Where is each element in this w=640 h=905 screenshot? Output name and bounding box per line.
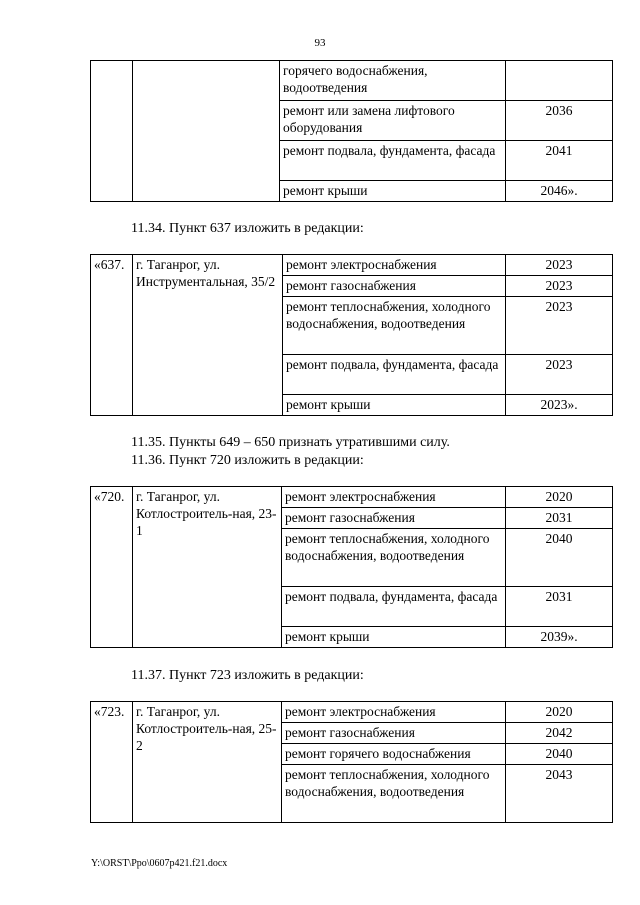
year-cell: 2023: [506, 297, 613, 355]
year-cell: 2041: [506, 141, 613, 181]
work-cell: ремонт или замена лифтового оборудования: [280, 101, 506, 141]
work-cell: ремонт газоснабжения: [283, 276, 506, 297]
table-637: [90, 254, 613, 416]
work-cell: ремонт крыши: [283, 395, 506, 416]
year-cell: 2023: [506, 355, 613, 395]
work-cell: ремонт крыши: [280, 181, 506, 202]
year-cell: 2042: [506, 723, 613, 744]
year-cell: 2031: [506, 508, 613, 529]
year-cell: 2039».: [506, 627, 613, 648]
page-number: 93: [314, 37, 326, 49]
year-cell: 2036: [506, 101, 613, 141]
work-cell: ремонт теплоснабжения, холодного водоснабжения, водоотведения: [283, 297, 506, 355]
address-cell: г. Таганрог, ул. Инструментальная, 35/2: [133, 255, 283, 416]
work-cell: ремонт электроснабжения: [282, 702, 506, 723]
year-cell: [506, 61, 613, 101]
address-cell: г. Таганрог, ул. Котлостроитель-ная, 23-1: [133, 487, 282, 648]
table-row: [91, 487, 613, 508]
address-cell: [133, 61, 280, 202]
work-cell: ремонт крыши: [282, 627, 506, 648]
work-cell: горячего водоснабжения, водоотведения: [280, 61, 506, 101]
number-cell: «723.: [91, 702, 133, 823]
paragraph-11-36: 11.36. Пункт 720 изложить в редакции:: [131, 453, 364, 468]
table-row: [91, 255, 613, 276]
number-cell: «637.: [91, 255, 133, 416]
year-cell: 2040: [506, 529, 613, 587]
address-cell: г. Таганрог, ул. Котлостроитель-ная, 25-2: [133, 702, 282, 823]
year-cell: 2023: [506, 255, 613, 276]
work-cell: ремонт газоснабжения: [282, 723, 506, 744]
number-cell: [91, 61, 133, 202]
table-723: [90, 701, 613, 823]
number-cell: «720.: [91, 487, 133, 648]
paragraph-11-35: 11.35. Пункты 649 – 650 признать утратившими силу.: [131, 435, 450, 450]
year-cell: 2023».: [506, 395, 613, 416]
work-cell: ремонт электроснабжения: [282, 487, 506, 508]
work-cell: ремонт подвала, фундамента, фасада: [282, 587, 506, 627]
paragraph-11-34: 11.34. Пункт 637 изложить в редакции:: [131, 221, 364, 236]
year-cell: 2023: [506, 276, 613, 297]
year-cell: 2020: [506, 487, 613, 508]
footer-file-path: Y:\ORST\Ppo\0607p421.f21.docx: [91, 858, 228, 869]
table-row: [91, 61, 613, 101]
table-continuation: [90, 60, 613, 202]
table-row: [91, 702, 613, 723]
paragraph-11-37: 11.37. Пункт 723 изложить в редакции:: [131, 668, 364, 683]
work-cell: ремонт теплоснабжения, холодного водоснабжения, водоотведения: [282, 529, 506, 587]
work-cell: ремонт теплоснабжения, холодного водоснабжения, водоотведения: [282, 765, 506, 823]
work-cell: ремонт горячего водоснабжения: [282, 744, 506, 765]
work-cell: ремонт подвала, фундамента, фасада: [283, 355, 506, 395]
year-cell: 2046».: [506, 181, 613, 202]
year-cell: 2043: [506, 765, 613, 823]
table-720: [90, 486, 613, 648]
year-cell: 2040: [506, 744, 613, 765]
work-cell: ремонт электроснабжения: [283, 255, 506, 276]
work-cell: ремонт подвала, фундамента, фасада: [280, 141, 506, 181]
year-cell: 2031: [506, 587, 613, 627]
year-cell: 2020: [506, 702, 613, 723]
work-cell: ремонт газоснабжения: [282, 508, 506, 529]
